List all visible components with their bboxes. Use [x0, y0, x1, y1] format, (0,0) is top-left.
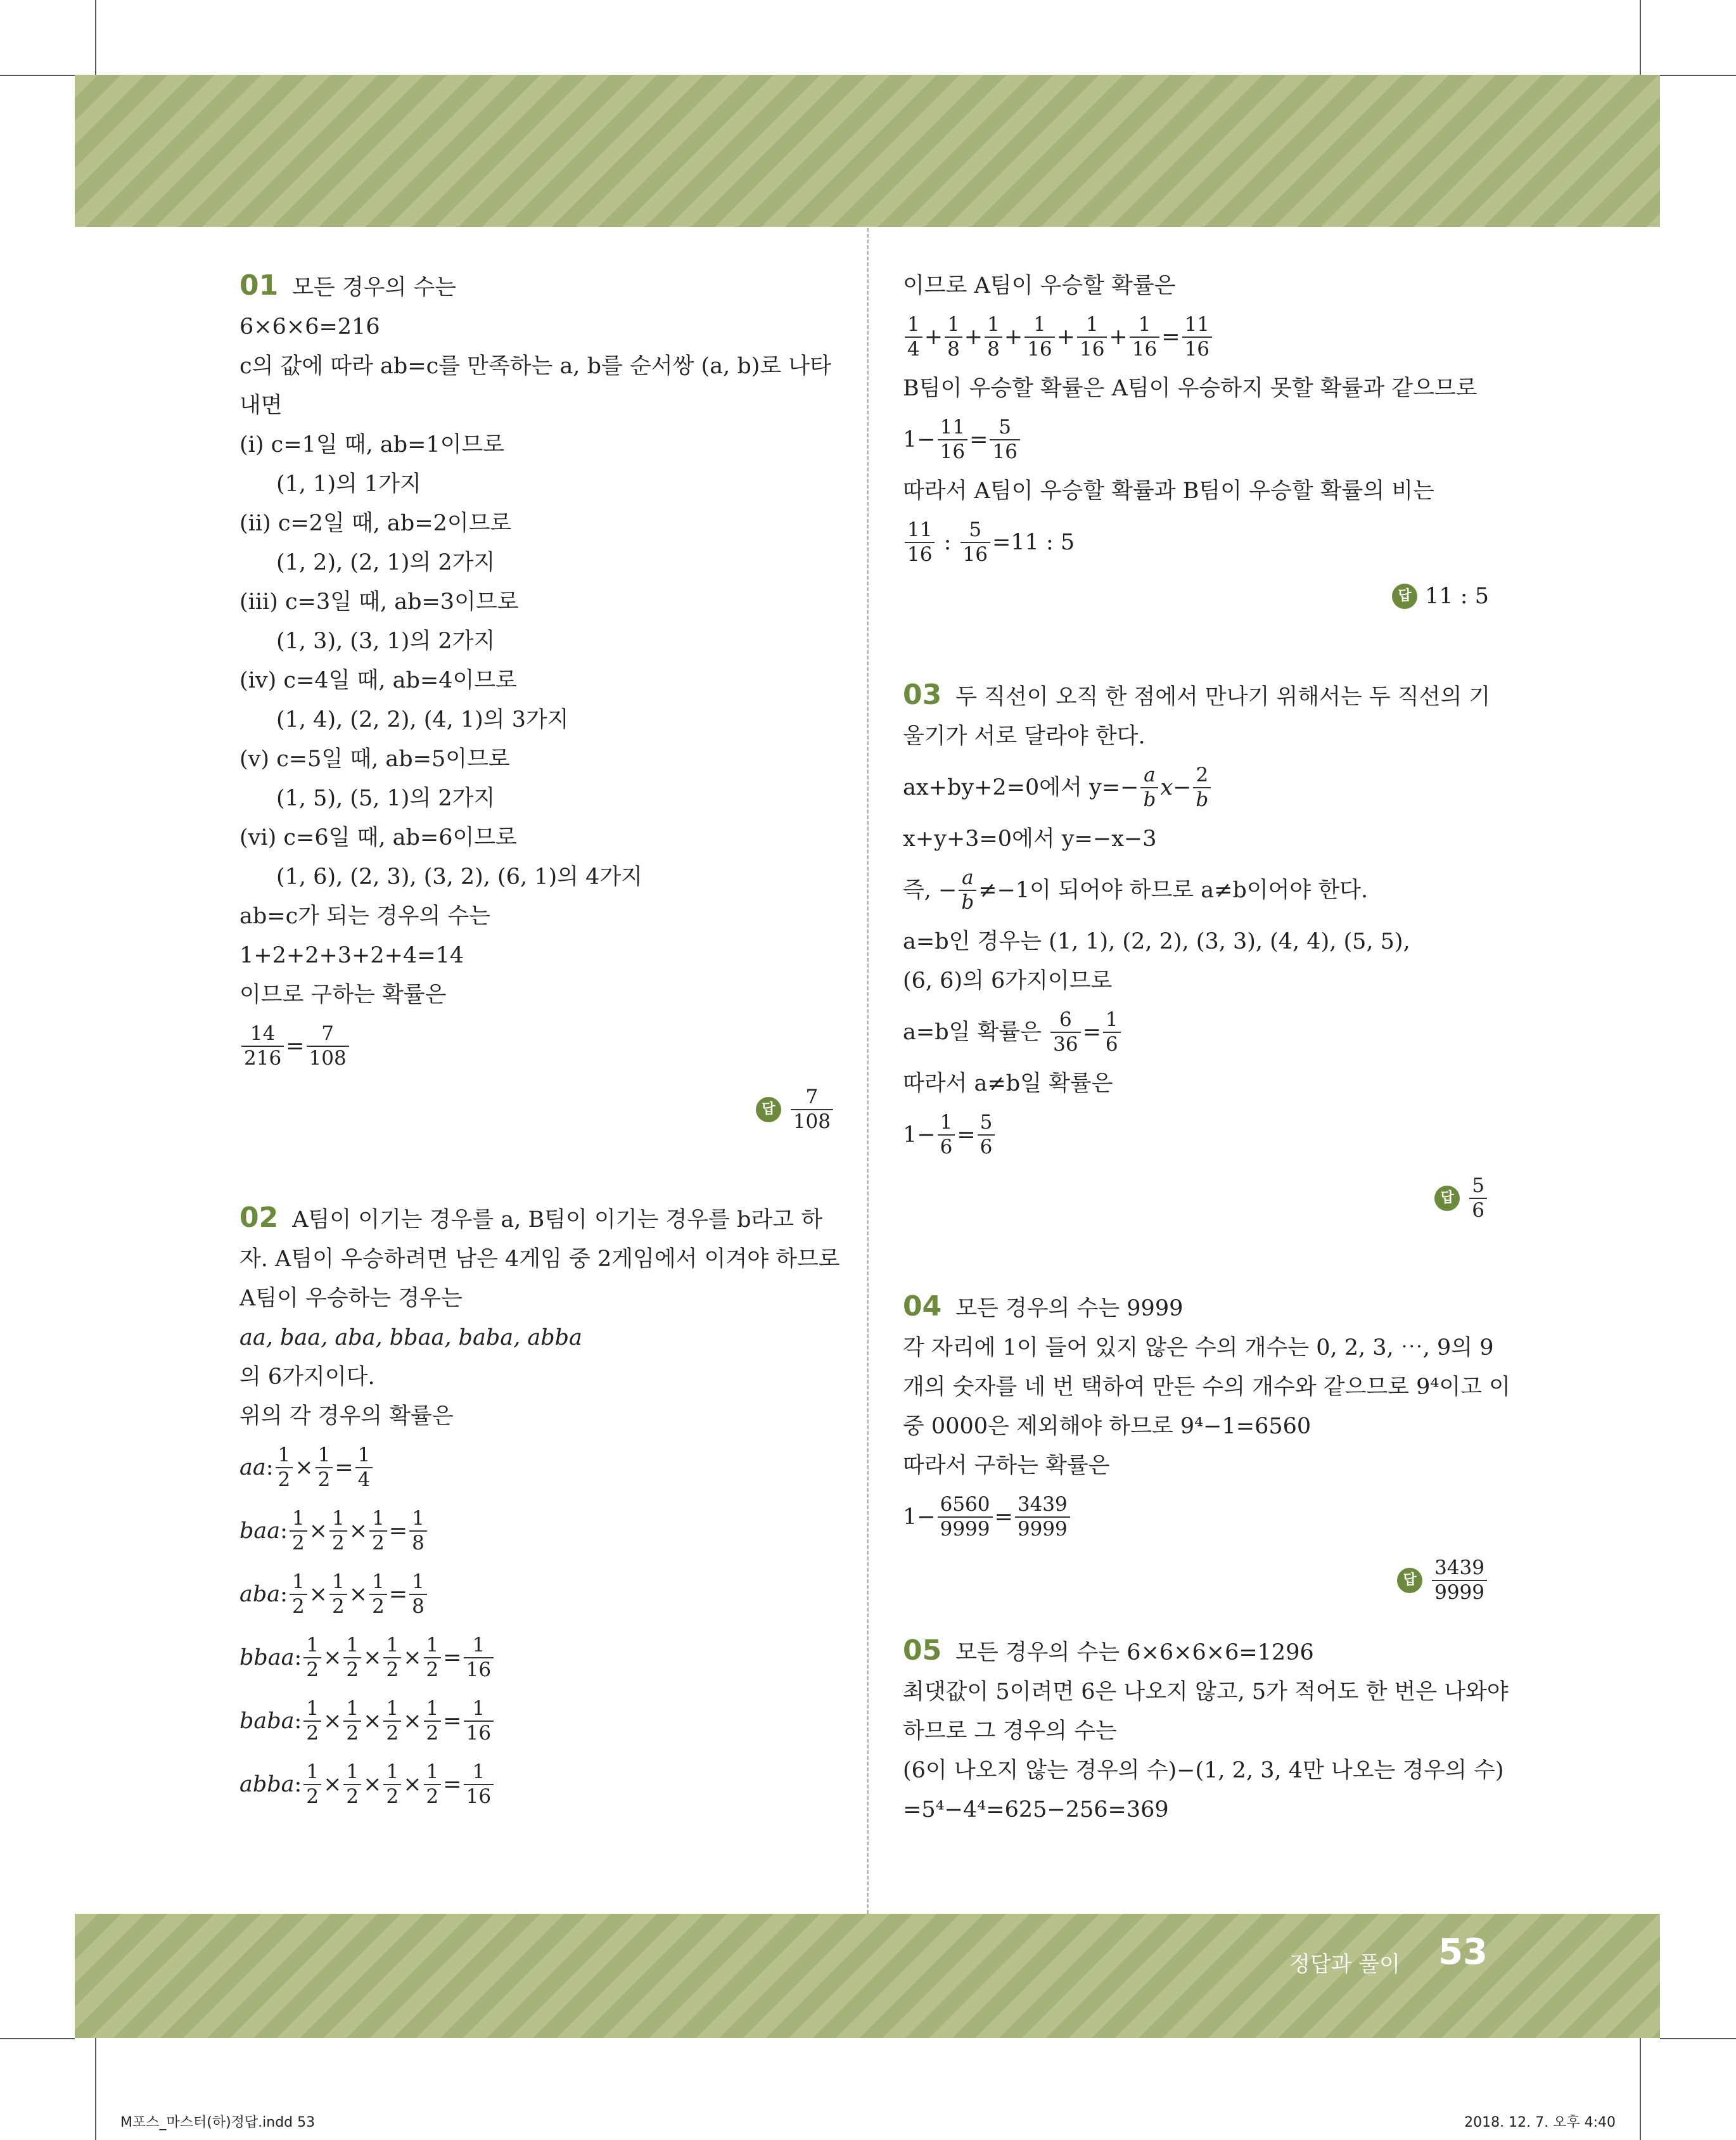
- case-probability: bbaa : 1 2 × 1 2 × 1 2 × 1 2 = 1 16: [239, 1626, 835, 1689]
- text-line: a=b인 경우는 (1, 1), (2, 2), (3, 3), (4, 4), (5, 5),: [903, 929, 1410, 954]
- fraction: 1 2: [424, 1697, 442, 1745]
- equation: 1 4 + 1 8 + 1 8 + 1 16 + 1 16 + 1 16 = 11 16: [903, 305, 1489, 369]
- fraction: 1 16: [1024, 313, 1054, 361]
- case-result: (1, 4), (2, 2), (4, 1)의 3가지: [276, 707, 569, 733]
- fraction: 5 6: [978, 1111, 995, 1159]
- case-line: (ⅱ) c=2일 때, ab=2이므로: [239, 511, 512, 536]
- problem-number: 02: [239, 1201, 279, 1234]
- case-result: (1, 1)의 1가지: [276, 471, 421, 497]
- fraction: 1 2: [329, 1570, 347, 1618]
- answer-badge: 답: [1392, 584, 1417, 609]
- equation: 1− 1 6 = 5 6: [903, 1103, 1489, 1167]
- fraction: 1 2: [303, 1634, 321, 1682]
- fraction: 1 2: [383, 1760, 401, 1809]
- answer-badge: 답: [756, 1097, 781, 1122]
- fraction: 1 4: [355, 1444, 373, 1492]
- fraction: 1 2: [369, 1507, 387, 1555]
- text-line: 이므로 A팀이 우승할 확률은: [903, 273, 1176, 298]
- slug-file: M포스_마스터(하)정답.indd 53: [120, 2115, 316, 2130]
- slug-date: 2018. 12. 7. 오후 4:40: [1464, 2115, 1616, 2130]
- fraction: 14 216: [241, 1022, 284, 1070]
- equation: 1− 11 16 = 5 16: [903, 408, 1489, 471]
- fraction: 7 108: [791, 1086, 833, 1134]
- text-line: B팀이 우승할 확률은 A팀이 우승하지 못할 확률과 같으므로: [903, 376, 1478, 401]
- text-line: 각 자리에 1이 들어 있지 않은 수의 개수는 0, 2, 3, ⋯, 9의 9: [903, 1335, 1494, 1361]
- fraction: 1 16: [1130, 313, 1159, 361]
- text-line: ab=c가 되는 경우의 수는: [239, 904, 491, 929]
- problem-05-heading: 05 모든 경우의 수는 6×6×6×6=1296: [903, 1634, 1314, 1667]
- problem-01-heading: 01 모든 경우의 수는: [239, 269, 457, 302]
- fraction: $\frac{a}{b}$: [959, 866, 976, 914]
- fraction: 1 2: [303, 1760, 321, 1809]
- fraction: 1 16: [464, 1697, 494, 1745]
- case-line: (ⅳ) c=4일 때, ab=4이므로: [239, 668, 517, 693]
- fraction: 1 2: [343, 1697, 361, 1745]
- fraction: 1 6: [938, 1111, 955, 1159]
- left-column: [239, 266, 840, 1816]
- text-line: 1+2+2+3+2+4=14: [239, 943, 464, 968]
- text-line: c의 값에 따라 ab=c를 만족하는 a, b를 순서쌍 (a, b)로 나타: [239, 354, 831, 379]
- fraction: 1 2: [343, 1634, 361, 1682]
- case-result: (1, 2), (2, 1)의 2가지: [276, 550, 495, 575]
- fraction: 1 2: [424, 1634, 442, 1682]
- case-line: (ⅴ) c=5일 때, ab=5이므로: [239, 746, 510, 772]
- footer-title: 정답과 풀이: [1289, 1952, 1400, 1977]
- case-result: (1, 3), (3, 1)의 2가지: [276, 629, 495, 654]
- text-line: x+y+3=0에서 y=−x−3: [903, 826, 1157, 852]
- text-line: 자. A팀이 우승하려면 남은 4게임 중 2게임에서 이겨야 하므로: [239, 1246, 840, 1272]
- problem-number: 05: [903, 1634, 942, 1667]
- problem-03-heading: 03 두 직선이 오직 한 점에서 만나기 위해서는 두 직선의 기: [903, 679, 1491, 711]
- answer-badge: 답: [1434, 1186, 1460, 1211]
- equation: 즉, − $\frac{a}{b}$ ≠−1이 되어야 하므로 a≠b이어야 한다.: [903, 866, 1369, 914]
- text-line: (6이 나오지 않는 경우의 수)−(1, 2, 3, 4만 나오는 경우의 수): [903, 1758, 1504, 1783]
- fraction: 1 2: [316, 1444, 333, 1492]
- crop-mark: [1640, 2038, 1641, 2140]
- text-line: 따라서 구하는 확률은: [903, 1453, 1110, 1478]
- fraction: 6560 9999: [938, 1493, 993, 1541]
- equation: 1− 6560 9999 = 3439 9999: [903, 1485, 1489, 1549]
- fraction: $\frac{5}{16}$: [961, 518, 990, 567]
- fraction: 1 2: [383, 1634, 401, 1682]
- fraction: 1 16: [464, 1634, 494, 1682]
- text-line: 최댓값이 5이려면 6은 나오지 않고, 5가 적어도 한 번은 나와야: [903, 1679, 1509, 1705]
- equation: 14 216 = 7 108: [239, 1015, 835, 1078]
- crop-mark: [0, 2038, 75, 2039]
- fraction: 1 2: [303, 1697, 321, 1745]
- answer-badge: 답: [1397, 1568, 1422, 1593]
- case-line: (ⅲ) c=3일 때, ab=3이므로: [239, 589, 519, 615]
- text-line: 따라서 A팀이 우승할 확률과 B팀이 우승할 확률의 비는: [903, 478, 1434, 504]
- footer-band: [75, 1914, 1660, 2038]
- fraction: 1 8: [409, 1507, 427, 1555]
- right-column: [903, 266, 1510, 1829]
- problem-04-heading: 04 모든 경우의 수는 9999: [903, 1290, 1184, 1323]
- crop-mark: [1660, 2038, 1736, 2039]
- crop-mark: [95, 0, 96, 75]
- text-line: =5⁴−4⁴=625−256=369: [903, 1797, 1169, 1823]
- fraction: 3439 9999: [1432, 1556, 1487, 1605]
- text-line: 하므로 그 경우의 수는: [903, 1719, 1117, 1744]
- problem-02-heading: 02 A팀이 이기는 경우를 a, B팀이 이기는 경우를 b라고 하: [239, 1201, 823, 1234]
- fraction: 2 b: [1193, 764, 1211, 812]
- text-line: A팀이 우승하는 경우는: [239, 1286, 463, 1311]
- text-line: 위의 각 경우의 확률은: [239, 1404, 454, 1429]
- answer: [903, 1167, 1489, 1230]
- text-line: 개의 숫자를 네 번 택하여 만든 수의 개수와 같으므로 9⁴이고 이: [903, 1374, 1510, 1400]
- case-probability: abba : 1 2 × 1 2 × 1 2 × 1 2 = 1 16: [239, 1753, 835, 1816]
- equation: a=b일 확률은 6 36 = 1 6: [903, 1001, 1489, 1064]
- fraction: 1 2: [290, 1570, 307, 1618]
- fraction: 1 2: [290, 1507, 307, 1555]
- equation: 11 16 : $\frac{5}{16}$ =11 : 5: [903, 511, 1489, 574]
- fraction: 1 6: [1103, 1008, 1121, 1056]
- fraction: 1 8: [945, 313, 962, 361]
- case-line: (ⅵ) c=6일 때, ab=6이므로: [239, 825, 517, 850]
- fraction: 1 4: [905, 313, 922, 361]
- problem-number: 04: [903, 1290, 942, 1323]
- text-line: 내면: [239, 393, 283, 418]
- fraction: 5 6: [1469, 1174, 1487, 1222]
- fraction: 5 16: [990, 416, 1019, 464]
- fraction: 1 2: [329, 1507, 347, 1555]
- fraction: 1 2: [369, 1570, 387, 1618]
- case-probability: aba : 1 2 × 1 2 × 1 2 = 1 8: [239, 1563, 835, 1626]
- fraction: 11 16: [905, 518, 935, 567]
- column-divider: [867, 228, 869, 1914]
- case-line: (ⅰ) c=1일 때, ab=1이므로: [239, 432, 505, 458]
- case-probabilities: [239, 1436, 835, 1816]
- fraction: 1 2: [343, 1760, 361, 1809]
- fraction: 6 36: [1050, 1008, 1080, 1056]
- fraction: $\frac{a}{b}$: [1140, 764, 1158, 812]
- crop-mark: [1660, 75, 1736, 76]
- case-probability: baba : 1 2 × 1 2 × 1 2 × 1 2 = 1 16: [239, 1689, 835, 1753]
- crop-mark: [0, 75, 75, 76]
- case-probability: aa : 1 2 × 1 2 = 1 4: [239, 1436, 835, 1499]
- answer: [903, 1549, 1489, 1612]
- text-line: 중 0000은 제외해야 하므로 9⁴−1=6560: [903, 1414, 1312, 1439]
- text-line: 이므로 구하는 확률은: [239, 982, 447, 1008]
- answer: [239, 1078, 835, 1141]
- fraction: 1 16: [1077, 313, 1107, 361]
- equation: ax+by+2=0에서 y=− $\frac{a}{b}$ x − 2 b: [903, 756, 1489, 819]
- fraction: 1 2: [424, 1760, 442, 1809]
- fraction: 1 8: [409, 1570, 427, 1618]
- text-line: 따라서 a≠b일 확률은: [903, 1071, 1113, 1096]
- fraction: 7 108: [307, 1022, 349, 1070]
- fraction: 1 16: [464, 1760, 494, 1809]
- fraction: 1 2: [383, 1697, 401, 1745]
- text-line: 의 6가지이다.: [239, 1364, 375, 1390]
- fraction: 11 16: [938, 416, 967, 464]
- fraction: 3439 9999: [1015, 1493, 1070, 1541]
- case-result: (1, 6), (2, 3), (3, 2), (6, 1)의 4가지: [276, 864, 642, 890]
- text-line: 울기가 서로 달라야 한다.: [903, 724, 1146, 749]
- answer: 답 11 : 5: [903, 574, 1489, 618]
- case-result: (1, 5), (5, 1)의 2가지: [276, 786, 495, 811]
- fraction: 1 2: [276, 1444, 293, 1492]
- problem-number: 03: [903, 679, 942, 711]
- text-line: (6, 6)의 6가지이므로: [903, 968, 1113, 994]
- fraction: 11 16: [1182, 313, 1212, 361]
- case-probability: baa : 1 2 × 1 2 × 1 2 = 1 8: [239, 1499, 835, 1563]
- page-number: 53: [1438, 1932, 1488, 1973]
- crop-mark: [1640, 0, 1641, 75]
- text-line: 6×6×6=216: [239, 314, 380, 340]
- header-band: [75, 75, 1660, 227]
- problem-number: 01: [239, 269, 279, 302]
- crop-mark: [95, 2038, 96, 2140]
- text-line: aa, baa, aba, bbaa, baba, abba: [239, 1325, 582, 1350]
- fraction: 1 8: [985, 313, 1002, 361]
